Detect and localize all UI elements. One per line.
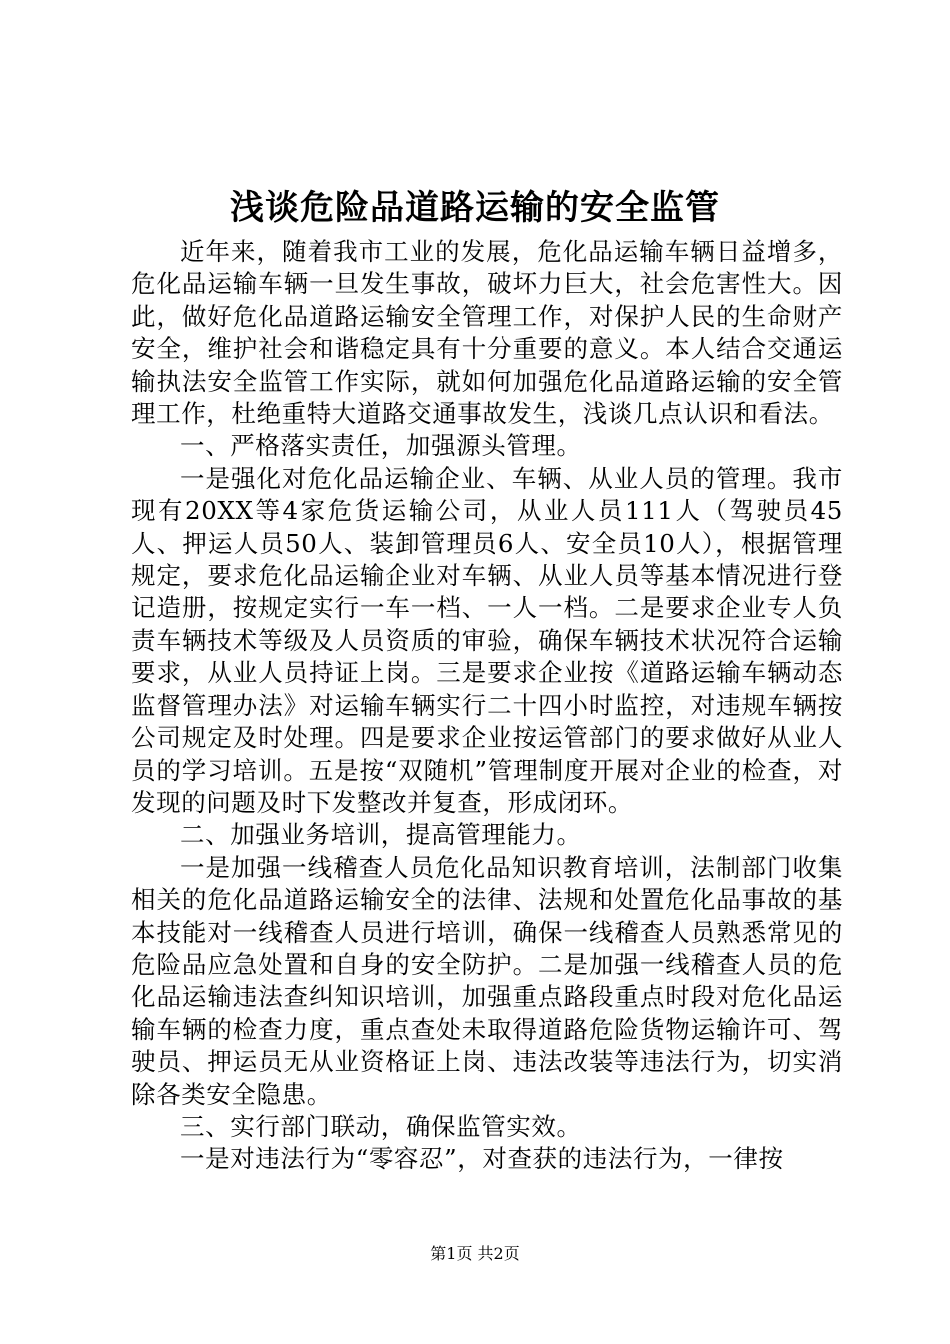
paragraph-section-3: 一是对违法行为“零容忍”，对查获的违法行为，一律按 [180, 1144, 784, 1174]
paragraph-section-2: 一是加强一线稽查人员危化品知识教育培训，法制部门收集相关的危化品道路运输安全的法律、法规和处置危化品事故的基本技能对一线稽查人员进行培训，确保一线稽查人员熟悉常见的危险品应急处置和自身的安全防护。二是加强一线稽查人员的危化品运输违法查纠知识培训，加强重点路段重点时段对危化品运输车辆的检查力度，重点查处未取得道路危险货物运输许可、驾驶员、押运员无从业资格证上岗、违法改装等违法行为，切实消除各类安全隐患。 [131, 852, 843, 1109]
document-title: 浅谈危险品道路运输的安全监管 [230, 188, 720, 228]
paragraph-section-1: 一是强化对危化品运输企业、车辆、从业人员的管理。我市现有20XX等4家危货运输公司，从业人员111人（驾驶员45人、押运人员50人、装卸管理员6人、安全员10人），根据管理规定，要求危化品运输企业对车辆、从业人员等基本情况进行登记造册，按规定实行一车一档、一人一档。二是要求企业专人负责车辆技术等级及人员资质的审验，确保车辆技术状况符合运输要求，从业人员持证上岗。三是要求企业按《道路运输车辆动态监督管理办法》对运输车辆实行二十四小时监控，对违规车辆按公司规定及时处理。四是要求企业按运管部门的要求做好从业人员的学习培训。五是按“双随机”管理制度开展对企业的检查，对发现的问题及时下发整改并复查，形成闭环。 [131, 463, 843, 817]
paragraph-intro: 近年来，随着我市工业的发展，危化品运输车辆日益增多，危化品运输车辆一旦发生事故，破坏力巨大，社会危害性大。因此，做好危化品道路运输安全管理工作，对保护人民的生命财产安全，维护社会和谐稳定具有十分重要的意义。本人结合交通运输执法安全监管工作实际，就如何加强危化品道路运输的安全管理工作，杜绝重特大道路交通事故发生，浅谈几点认识和看法。 [131, 237, 843, 429]
page-number-footer: 第1页 共2页 [430, 1244, 520, 1263]
section-heading-1: 一、严格落实责任，加强源头管理。 [180, 431, 582, 461]
section-heading-2: 二、加强业务培训，提高管理能力。 [180, 820, 582, 850]
document-body [131, 236, 843, 1176]
section-heading-3: 三、实行部门联动，确保监管实效。 [180, 1111, 582, 1141]
